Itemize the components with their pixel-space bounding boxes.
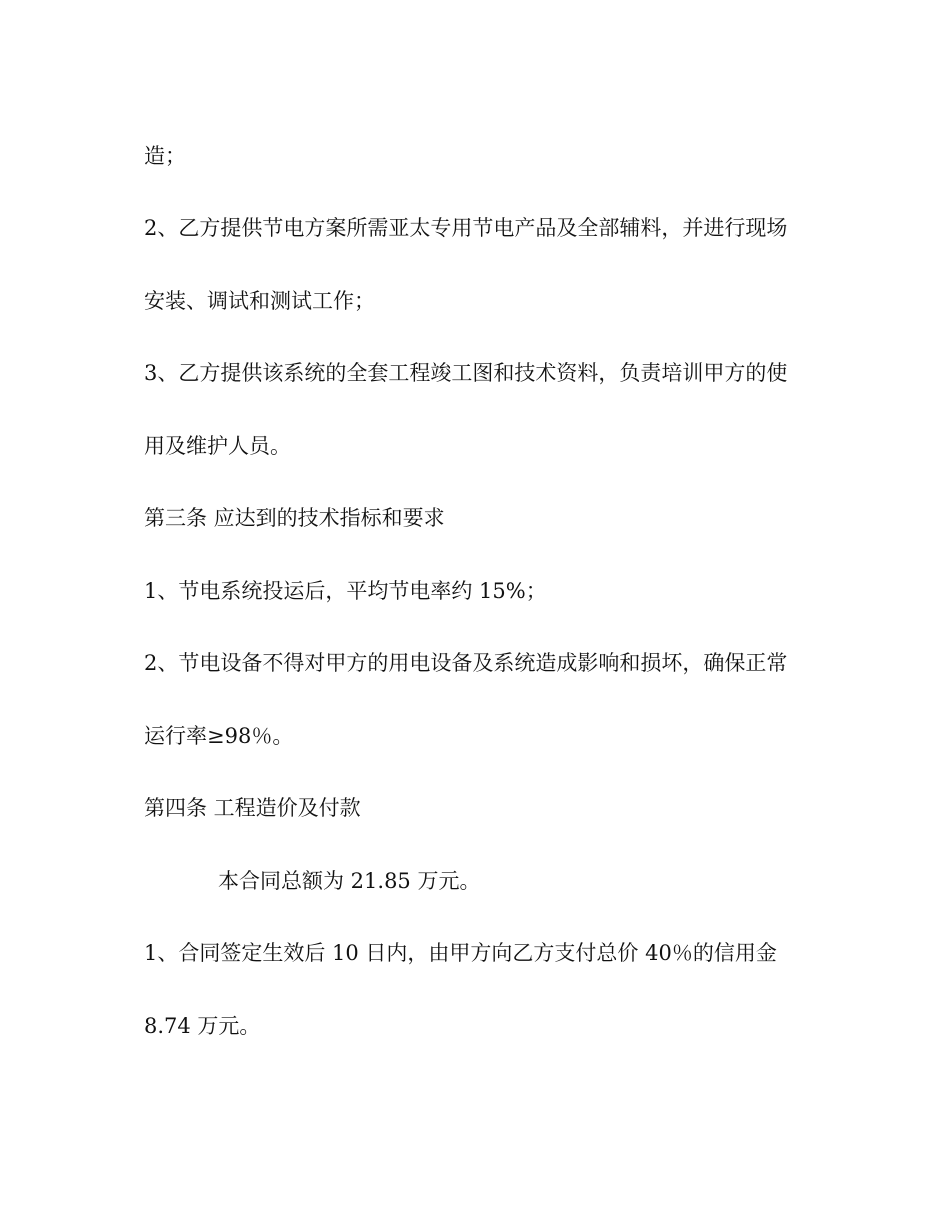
text-line-9: 运行率≥98％。 <box>144 724 294 748</box>
text-line-4: 3、乙方提供该系统的全套工程竣工图和技术资料，负责培训甲方的使 <box>144 361 788 385</box>
text-line-12: 1、合同签定生效后 10 日内，由甲方向乙方支付总价 40％的信用金 <box>144 941 777 965</box>
section-heading-3: 第三条 应达到的技术指标和要求 <box>144 506 445 530</box>
text-line-5: 用及维护人员。 <box>144 434 291 458</box>
text-line-13: 8.74 万元。 <box>144 1014 261 1038</box>
text-line-8: 2、节电设备不得对甲方的用电设备及系统造成影响和损坏，确保正常 <box>144 651 788 675</box>
section-heading-4: 第四条 工程造价及付款 <box>144 796 361 820</box>
text-line-2: 2、乙方提供节电方案所需亚太专用节电产品及全部辅料，并进行现场 <box>144 216 788 240</box>
text-line-3: 安装、调试和测试工作； <box>144 289 375 313</box>
text-line-11: 本合同总额为 21.85 万元。 <box>218 869 481 893</box>
text-line-7: 1、节电系统投运后，平均节电率约 15%； <box>144 579 547 603</box>
text-line-1: 造； <box>144 144 186 168</box>
